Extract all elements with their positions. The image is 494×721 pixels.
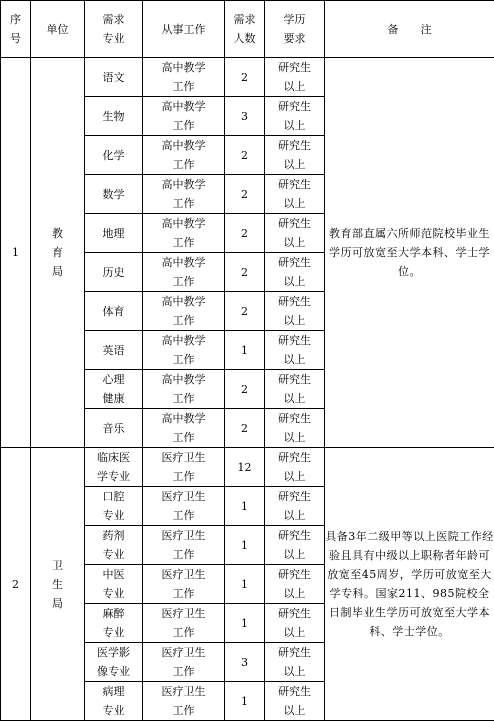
cell-edu: 研究生 以上 <box>265 409 325 448</box>
cell-major: 心理 健康 <box>85 370 143 409</box>
cell-count: 1 <box>225 487 265 526</box>
cell-count: 1 <box>225 331 265 370</box>
cell-job: 高中教学 工作 <box>143 292 225 331</box>
cell-major: 地理 <box>85 214 143 253</box>
cell-edu: 研究生 以上 <box>265 331 325 370</box>
cell-count: 1 <box>225 604 265 643</box>
header-row <box>1 1 494 58</box>
group-unit: 教 育 局 <box>31 58 85 448</box>
cell-edu: 研究生 以上 <box>265 292 325 331</box>
cell-edu: 研究生 以上 <box>265 136 325 175</box>
cell-job: 医疗卫生 工作 <box>143 448 225 487</box>
cell-job: 高中教学 工作 <box>143 136 225 175</box>
cell-edu: 研究生 以上 <box>265 604 325 643</box>
cell-job: 高中教学 工作 <box>143 331 225 370</box>
cell-job: 医疗卫生 工作 <box>143 487 225 526</box>
cell-job: 高中教学 工作 <box>143 214 225 253</box>
group-seq: 1 <box>1 58 31 448</box>
cell-count: 2 <box>225 136 265 175</box>
cell-job: 医疗卫生 工作 <box>143 682 225 721</box>
cell-job: 高中教学 工作 <box>143 58 225 97</box>
cell-major: 中医 专业 <box>85 565 143 604</box>
header-count: 需求 人数 <box>225 1 265 58</box>
cell-count: 2 <box>225 175 265 214</box>
cell-edu: 研究生 以上 <box>265 214 325 253</box>
cell-job: 医疗卫生 工作 <box>143 604 225 643</box>
cell-major: 语文 <box>85 58 143 97</box>
table-row <box>1 58 494 97</box>
cell-job: 高中教学 工作 <box>143 175 225 214</box>
cell-major: 药剂 专业 <box>85 526 143 565</box>
cell-count: 1 <box>225 682 265 721</box>
cell-count: 12 <box>225 448 265 487</box>
table-row <box>1 448 494 487</box>
cell-count: 1 <box>225 526 265 565</box>
group-note: 教育部直属六所师范院校毕业生学历可放宽至大学本科、学士学位。 <box>325 58 494 448</box>
cell-major: 医学影 像专业 <box>85 643 143 682</box>
cell-edu: 研究生 以上 <box>265 175 325 214</box>
cell-count: 1 <box>225 565 265 604</box>
group-note: 具备3年二级甲等以上医院工作经验且具有中级以上职称者年龄可放宽至45周岁，学历可放宽至大学专科。国家211、985院校全日制毕业生学历可放宽至大学本科、学士学位。 <box>325 448 494 721</box>
cell-major: 麻醉 专业 <box>85 604 143 643</box>
group-seq: 2 <box>1 448 31 721</box>
cell-major: 病理 专业 <box>85 682 143 721</box>
cell-edu: 研究生 以上 <box>265 58 325 97</box>
cell-edu: 研究生 以上 <box>265 370 325 409</box>
cell-major: 临床医 学专业 <box>85 448 143 487</box>
cell-job: 医疗卫生 工作 <box>143 643 225 682</box>
header-edu: 学历 要求 <box>265 1 325 58</box>
cell-job: 高中教学 工作 <box>143 370 225 409</box>
cell-count: 2 <box>225 214 265 253</box>
cell-edu: 研究生 以上 <box>265 643 325 682</box>
cell-job: 高中教学 工作 <box>143 409 225 448</box>
cell-major: 历史 <box>85 253 143 292</box>
cell-count: 2 <box>225 58 265 97</box>
cell-job: 医疗卫生 工作 <box>143 526 225 565</box>
cell-count: 3 <box>225 97 265 136</box>
cell-count: 2 <box>225 370 265 409</box>
cell-edu: 研究生 以上 <box>265 565 325 604</box>
cell-count: 3 <box>225 643 265 682</box>
cell-edu: 研究生 以上 <box>265 526 325 565</box>
cell-edu: 研究生 以上 <box>265 448 325 487</box>
header-seq: 序 号 <box>1 1 31 58</box>
cell-major: 生物 <box>85 97 143 136</box>
cell-major: 英语 <box>85 331 143 370</box>
cell-edu: 研究生 以上 <box>265 682 325 721</box>
cell-major: 音乐 <box>85 409 143 448</box>
cell-count: 2 <box>225 292 265 331</box>
cell-count: 2 <box>225 409 265 448</box>
cell-job: 高中教学 工作 <box>143 253 225 292</box>
cell-count: 2 <box>225 253 265 292</box>
header-unit: 单位 <box>31 1 85 58</box>
cell-edu: 研究生 以上 <box>265 253 325 292</box>
group-unit: 卫 生 局 <box>31 448 85 721</box>
cell-job: 高中教学 工作 <box>143 97 225 136</box>
header-note: 备 注 <box>325 1 494 58</box>
cell-edu: 研究生 以上 <box>265 97 325 136</box>
cell-major: 体育 <box>85 292 143 331</box>
cell-major: 口腔 专业 <box>85 487 143 526</box>
cell-edu: 研究生 以上 <box>265 487 325 526</box>
cell-major: 数学 <box>85 175 143 214</box>
cell-job: 医疗卫生 工作 <box>143 565 225 604</box>
cell-major: 化学 <box>85 136 143 175</box>
header-job: 从事工作 <box>143 1 225 58</box>
header-major: 需求 专业 <box>85 1 143 58</box>
